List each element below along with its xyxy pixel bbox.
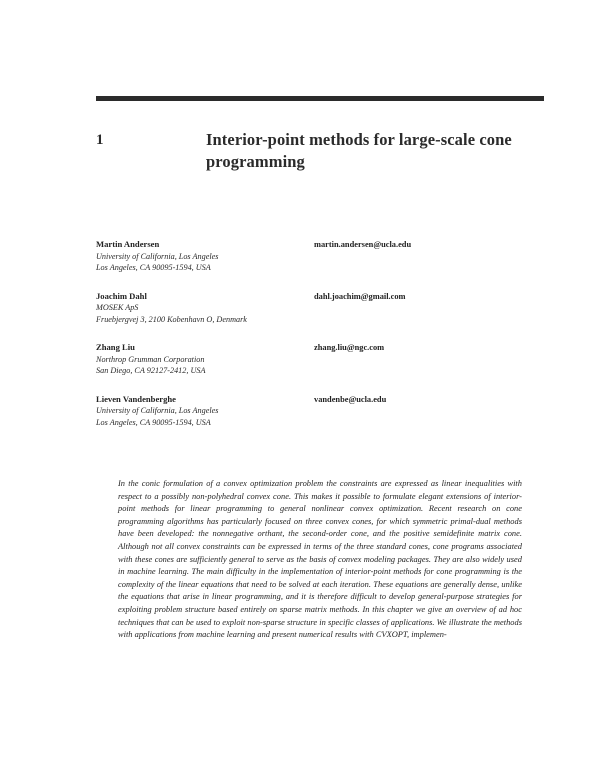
- author-email: martin.andersen@ucla.edu: [314, 240, 412, 249]
- author-name: Joachim Dahl: [96, 290, 147, 301]
- author-list: [96, 239, 544, 428]
- abstract-text: In the conic formulation of a convex optimization problem the constraints are expressed as linear inequalities with respect to a possibly non-polyhedral convex cone. This makes it possible to formulate elegant extensions of interior-point methods for linear programming to general nonlinear convex optimization. Recent research on cone programming algorithms has particularly focused on three convex cones, for which symmetric primal-dual methods have been developed: the nonnegative orthant, the second-order cone, and the positive semidefinite matrix cone. Although not all convex constraints can be expressed in terms of the three standard cones, cone programs associated with these cones are sufficiently general to serve as the basis of convex modeling packages. They are also widely used in machine learning. The main difficulty in the implementation of interior-point methods for cone programming is the complexity of the linear equations that need to be solved at each iteration. These equations are generally dense, unlike the equations that arise in linear programming, and it is therefore difficult to develop general-purpose strategies for exploiting problem structure based entirely on sparse matrix methods. In this chapter we give an overview of ad hoc techniques that can be used to exploit non-sparse structure in specific classes of applications. We illustrate the methods with applications from machine learning and present numerical results with CVXOPT, implemen-: [118, 479, 522, 640]
- author-info: [96, 291, 314, 326]
- author-name: Martin Andersen: [96, 239, 160, 249]
- author-info: [96, 394, 314, 429]
- author-info: [96, 342, 314, 377]
- author-affiliation-line: San Diego, CA 92127-2412, USA: [96, 366, 206, 375]
- page-content: [96, 96, 544, 642]
- author-email: dahl.joachim@gmail.com: [314, 291, 406, 301]
- chapter-number: 1: [96, 132, 104, 148]
- author-entry: [96, 394, 544, 429]
- chapter-heading: [96, 129, 544, 173]
- author-entry: [96, 239, 544, 274]
- author-entry: [96, 342, 544, 377]
- author-affiliation-line: University of California, Los Angeles: [96, 251, 219, 261]
- page-title: Interior-point methods for large-scale cone programming: [206, 130, 512, 171]
- author-info: [96, 239, 314, 274]
- author-affiliation-line: Fruebjergvej 3, 2100 Kobenhavn O, Denmark: [96, 314, 247, 324]
- author-affiliation-line: MOSEK ApS: [96, 303, 139, 312]
- author-name: Zhang Liu: [96, 342, 135, 352]
- header-rule: [96, 96, 544, 101]
- author-email: vandenbe@ucla.edu: [314, 394, 387, 404]
- author-affiliation-line: Los Angeles, CA 90095-1594, USA: [96, 417, 211, 427]
- author-affiliation-line: Los Angeles, CA 90095-1594, USA: [96, 263, 211, 272]
- author-entry: [96, 291, 544, 326]
- author-affiliation-line: University of California, Los Angeles: [96, 406, 219, 415]
- author-email: zhang.liu@ngc.com: [314, 343, 385, 352]
- author-affiliation-line: Northrop Grumman Corporation: [96, 354, 205, 364]
- author-name: Lieven Vandenberghe: [96, 393, 176, 404]
